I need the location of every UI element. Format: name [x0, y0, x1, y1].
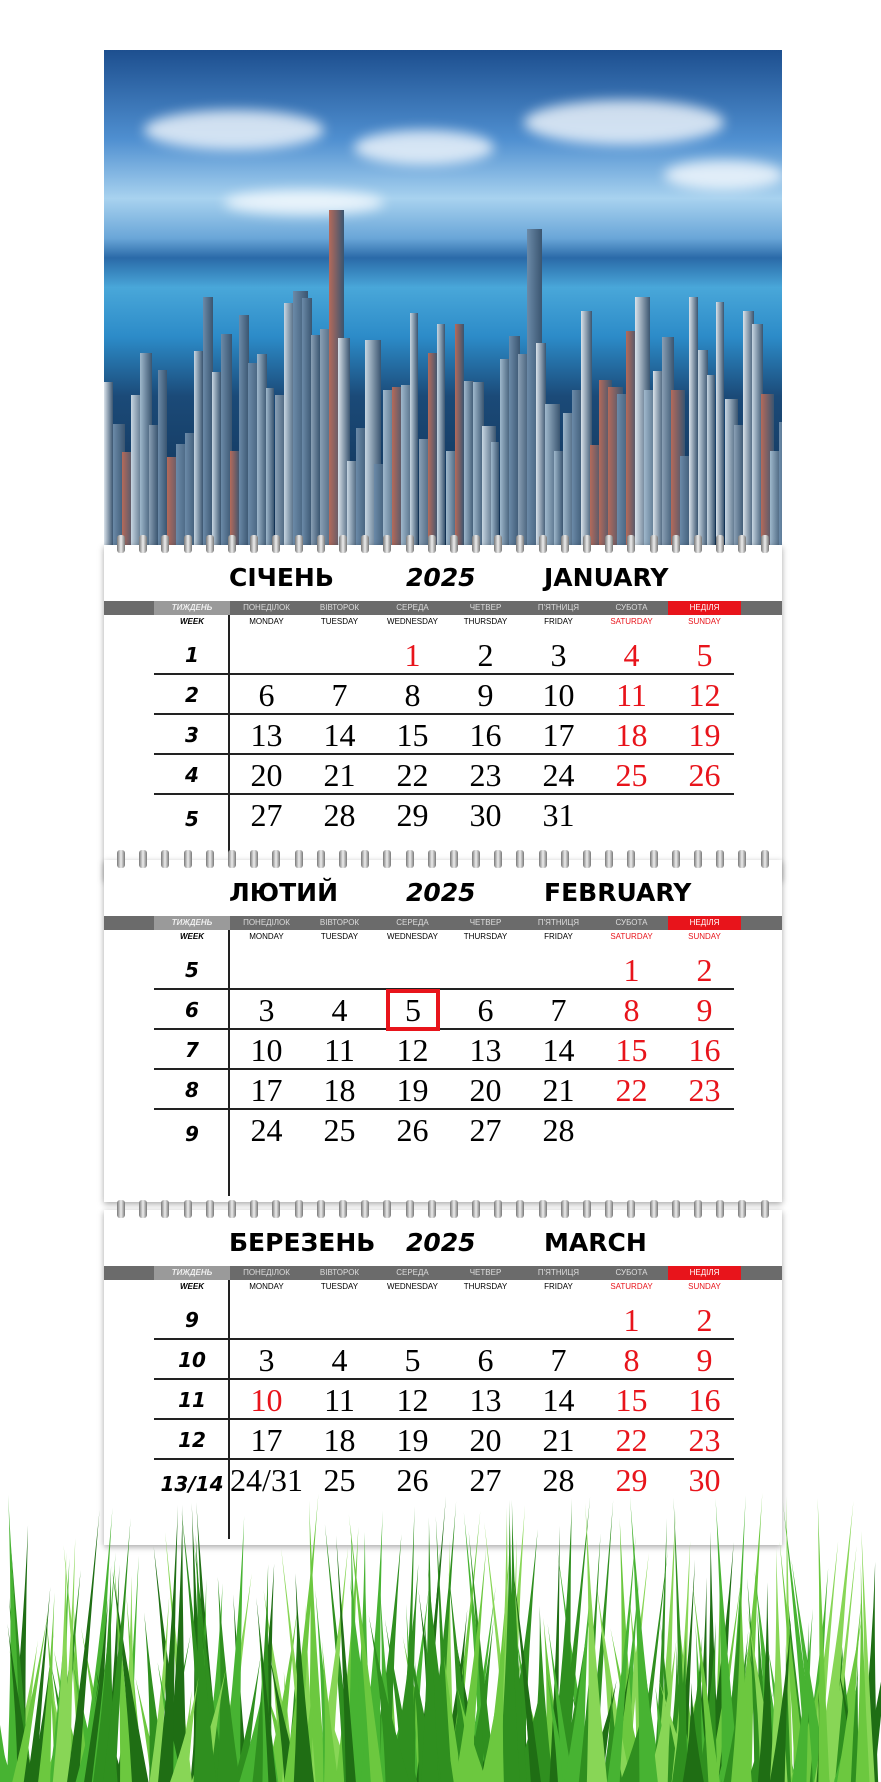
- day-cell[interactable]: 14: [542, 1032, 575, 1068]
- weekday-en: WEDNESDAY: [387, 932, 438, 941]
- weekday-en: TUESDAY: [320, 932, 359, 941]
- day-cell[interactable]: 17: [250, 1072, 283, 1108]
- weekday-en: SUNDAY: [688, 1282, 721, 1291]
- weekday-en: TUESDAY: [320, 617, 359, 626]
- day-cell[interactable]: 24: [250, 1112, 283, 1148]
- weekday-ua: П'ЯТНИЦЯ: [537, 603, 580, 612]
- weekday-ua: НЕДІЛЯ: [668, 601, 741, 615]
- day-cell[interactable]: 27: [250, 797, 283, 833]
- day-cell[interactable]: 11: [616, 677, 647, 713]
- day-cell[interactable]: 26: [396, 1462, 429, 1498]
- month-title-ua: БЕРЕЗЕНЬ: [229, 1228, 376, 1257]
- day-cell[interactable]: 16: [688, 1032, 721, 1068]
- cloud: [524, 100, 724, 145]
- week-row: [154, 1420, 734, 1460]
- building: [689, 297, 698, 545]
- cloud: [224, 190, 384, 215]
- building: [410, 313, 418, 545]
- day-cell[interactable]: 25: [323, 1462, 356, 1498]
- week-row: [154, 1300, 734, 1340]
- day-cell[interactable]: 1: [623, 952, 640, 988]
- week-row: [154, 635, 734, 675]
- weekday-ua: СЕРЕДА: [396, 918, 429, 927]
- building: [437, 324, 445, 545]
- week-header-ua: ТИЖДЕНЬ: [154, 601, 230, 615]
- day-cell[interactable]: 28: [542, 1112, 575, 1148]
- weekday-ua: ВІВТОРОК: [319, 1268, 360, 1277]
- day-cell[interactable]: 25: [615, 757, 648, 793]
- day-cell[interactable]: 19: [688, 717, 721, 753]
- day-cell[interactable]: 16: [469, 717, 502, 753]
- building: [779, 422, 782, 545]
- weekday-ua: ВІВТОРОК: [319, 918, 360, 927]
- day-cell[interactable]: 2: [477, 637, 494, 673]
- weekday-en: THURSDAY: [463, 932, 508, 941]
- day-cell[interactable]: 8: [623, 992, 640, 1028]
- weekday-ua: НЕДІЛЯ: [668, 1266, 741, 1280]
- spiral-binding: [104, 1200, 782, 1222]
- weekday-en: THURSDAY: [463, 1282, 508, 1291]
- week-number: 4: [185, 763, 199, 787]
- day-cell[interactable]: 6: [477, 1342, 494, 1378]
- week-row: [154, 950, 734, 990]
- day-cell[interactable]: 8: [623, 1342, 640, 1378]
- weekday-ua: СУБОТА: [615, 1268, 648, 1277]
- weekday-ua: ЧЕТВЕР: [469, 918, 502, 927]
- weekday-en: MONDAY: [249, 617, 284, 626]
- week-number: 9: [185, 1122, 199, 1146]
- day-cell[interactable]: 1: [404, 637, 421, 673]
- day-cell[interactable]: 7: [550, 1342, 567, 1378]
- day-cell[interactable]: 2: [696, 952, 713, 988]
- weekday-en: FRIDAY: [544, 617, 573, 626]
- week-row: [154, 755, 734, 795]
- day-cell[interactable]: 6: [258, 677, 275, 713]
- day-cell[interactable]: 13: [469, 1382, 502, 1418]
- day-cell[interactable]: 28: [542, 1462, 575, 1498]
- week-row: [154, 715, 734, 755]
- day-cell[interactable]: 10: [250, 1382, 283, 1418]
- day-cell[interactable]: 4: [331, 1342, 348, 1378]
- day-cell[interactable]: 27: [469, 1462, 502, 1498]
- day-cell[interactable]: 13: [469, 1032, 502, 1068]
- day-cell[interactable]: 12: [396, 1032, 429, 1068]
- weekday-en: SATURDAY: [610, 617, 653, 626]
- week-number: 6: [185, 998, 199, 1022]
- cloud: [664, 160, 782, 190]
- day-cell[interactable]: 4: [331, 992, 348, 1028]
- weekday-ua: ЧЕТВЕР: [469, 1268, 502, 1277]
- week-number: 10: [178, 1348, 206, 1372]
- day-cell[interactable]: 5: [388, 991, 438, 1029]
- day-cell[interactable]: 12: [688, 677, 721, 713]
- week-number: 9: [185, 1308, 199, 1332]
- week-number: 5: [185, 958, 199, 982]
- week-number: 8: [185, 1078, 199, 1102]
- week-row: [154, 1070, 734, 1110]
- week-row: [154, 1030, 734, 1070]
- week-header-en: WEEK: [180, 1282, 204, 1291]
- weekday-en: WEDNESDAY: [387, 1282, 438, 1291]
- day-cell[interactable]: 6: [477, 992, 494, 1028]
- week-number: 7: [185, 1038, 199, 1062]
- week-number: 13/14: [160, 1472, 224, 1496]
- day-cell[interactable]: 3: [258, 992, 275, 1028]
- spiral-binding: [104, 535, 782, 557]
- building: [455, 324, 464, 545]
- day-cell[interactable]: 24: [542, 757, 575, 793]
- weekday-ua: П'ЯТНИЦЯ: [537, 1268, 580, 1277]
- weekday-en: SUNDAY: [688, 617, 721, 626]
- day-cell[interactable]: 23: [688, 1072, 721, 1108]
- day-cell[interactable]: 2: [696, 1302, 713, 1338]
- day-cell[interactable]: 10: [542, 677, 575, 713]
- week-number: 11: [178, 1388, 206, 1412]
- week-header-ua: ТИЖДЕНЬ: [154, 916, 230, 930]
- city-skyline-photo: [104, 50, 782, 545]
- day-cell[interactable]: 21: [323, 757, 356, 793]
- weekday-ua: НЕДІЛЯ: [668, 916, 741, 930]
- day-cell[interactable]: 29: [396, 797, 429, 833]
- week-row: [154, 795, 734, 843]
- day-cell[interactable]: 29: [615, 1462, 648, 1498]
- day-cell[interactable]: 24/31: [230, 1462, 303, 1498]
- day-cell[interactable]: 17: [542, 717, 575, 753]
- day-cell[interactable]: 22: [396, 757, 429, 793]
- day-cell[interactable]: 9: [696, 1342, 713, 1378]
- day-cell[interactable]: 22: [615, 1072, 648, 1108]
- day-cell[interactable]: 5: [696, 637, 713, 673]
- week-header-en: WEEK: [180, 932, 204, 941]
- day-cell[interactable]: 5: [404, 1342, 421, 1378]
- day-cell[interactable]: 20: [250, 757, 283, 793]
- week-number: 12: [178, 1428, 206, 1452]
- year-label: 2025: [406, 1228, 476, 1257]
- cloud: [354, 130, 494, 165]
- weekday-en: WEDNESDAY: [387, 617, 438, 626]
- weekday-en: MONDAY: [249, 932, 284, 941]
- day-cell[interactable]: 9: [477, 677, 494, 713]
- day-cell[interactable]: 18: [615, 717, 648, 753]
- day-cell[interactable]: 18: [323, 1072, 356, 1108]
- weekday-ua: ПОНЕДІЛОК: [243, 603, 290, 612]
- month-panel-january: [104, 545, 782, 880]
- day-cell[interactable]: 27: [469, 1112, 502, 1148]
- week-header-en: WEEK: [180, 617, 204, 626]
- week-number: 3: [185, 723, 199, 747]
- day-cell[interactable]: 30: [469, 797, 502, 833]
- year-label: 2025: [406, 563, 476, 592]
- day-cell[interactable]: 31: [542, 797, 575, 833]
- week-row: [154, 1380, 734, 1420]
- day-cell[interactable]: 11: [324, 1382, 355, 1418]
- building: [149, 425, 158, 545]
- month-title-en: FEBRUARY: [544, 878, 692, 907]
- day-cell[interactable]: 7: [331, 677, 348, 713]
- weekday-en: MONDAY: [249, 1282, 284, 1291]
- day-cell[interactable]: 16: [688, 1382, 721, 1418]
- weekday-en: FRIDAY: [544, 1282, 573, 1291]
- day-cell[interactable]: 28: [323, 797, 356, 833]
- weekday-ua: ПОНЕДІЛОК: [243, 918, 290, 927]
- month-panel-february: [104, 860, 782, 1202]
- day-cell[interactable]: 14: [323, 717, 356, 753]
- day-cell[interactable]: 26: [396, 1112, 429, 1148]
- grass-decoration: [0, 1480, 881, 1782]
- week-number: 1: [185, 643, 199, 667]
- month-title-en: MARCH: [544, 1228, 647, 1257]
- day-cell[interactable]: 26: [688, 757, 721, 793]
- day-cell[interactable]: 14: [542, 1382, 575, 1418]
- week-row: [154, 1110, 734, 1158]
- week-row: [154, 1340, 734, 1380]
- day-cell[interactable]: 15: [615, 1382, 648, 1418]
- weekday-en: FRIDAY: [544, 932, 573, 941]
- week-number: 2: [185, 683, 199, 707]
- day-cell[interactable]: 23: [469, 757, 502, 793]
- cloud: [144, 110, 324, 150]
- week-row: [154, 990, 734, 1030]
- day-cell[interactable]: 13: [250, 717, 283, 753]
- day-cell[interactable]: 18: [323, 1422, 356, 1458]
- weekday-en: TUESDAY: [320, 1282, 359, 1291]
- building: [194, 351, 203, 545]
- month-title-en: JANUARY: [544, 563, 669, 592]
- building: [707, 375, 715, 545]
- building: [491, 442, 499, 545]
- weekday-en: SUNDAY: [688, 932, 721, 941]
- building: [104, 382, 113, 545]
- day-cell[interactable]: 19: [396, 1072, 429, 1108]
- day-cell[interactable]: 3: [258, 1342, 275, 1378]
- day-cell[interactable]: 17: [250, 1422, 283, 1458]
- building: [158, 370, 167, 545]
- day-cell[interactable]: 30: [688, 1462, 721, 1498]
- week-number: 5: [185, 807, 199, 831]
- weekday-ua: П'ЯТНИЦЯ: [537, 918, 580, 927]
- weekday-en: THURSDAY: [463, 617, 508, 626]
- day-cell[interactable]: 7: [550, 992, 567, 1028]
- weekday-ua: ПОНЕДІЛОК: [243, 1268, 290, 1277]
- weekday-ua: СУБОТА: [615, 603, 648, 612]
- day-cell[interactable]: 12: [396, 1382, 429, 1418]
- week-header-ua: ТИЖДЕНЬ: [154, 1266, 230, 1280]
- day-cell[interactable]: 9: [696, 992, 713, 1028]
- day-cell[interactable]: 3: [550, 637, 567, 673]
- building: [311, 335, 320, 545]
- weekday-ua: ВІВТОРОК: [319, 603, 360, 612]
- building: [716, 302, 724, 545]
- day-cell[interactable]: 20: [469, 1422, 502, 1458]
- year-label: 2025: [406, 878, 476, 907]
- day-cell[interactable]: 21: [542, 1072, 575, 1108]
- day-cell[interactable]: 21: [542, 1422, 575, 1458]
- day-cell[interactable]: 20: [469, 1072, 502, 1108]
- month-title-ua: СІЧЕНЬ: [229, 563, 334, 592]
- day-cell[interactable]: 4: [623, 637, 640, 673]
- weekday-ua: ЧЕТВЕР: [469, 603, 502, 612]
- day-cell[interactable]: 19: [396, 1422, 429, 1458]
- weekday-en: SATURDAY: [610, 1282, 653, 1291]
- day-cell[interactable]: 10: [250, 1032, 283, 1068]
- day-cell[interactable]: 8: [404, 677, 421, 713]
- building: [212, 372, 221, 545]
- day-cell[interactable]: 11: [324, 1032, 355, 1068]
- building: [266, 388, 274, 545]
- day-cell[interactable]: 25: [323, 1112, 356, 1148]
- weekday-ua: СЕРЕДА: [396, 603, 429, 612]
- day-cell[interactable]: 22: [615, 1422, 648, 1458]
- day-cell[interactable]: 15: [396, 717, 429, 753]
- weekday-en: SATURDAY: [610, 932, 653, 941]
- weekday-ua: СЕРЕДА: [396, 1268, 429, 1277]
- spiral-binding: [104, 850, 782, 872]
- week-row: [154, 675, 734, 715]
- day-cell[interactable]: 23: [688, 1422, 721, 1458]
- weekday-ua: СУБОТА: [615, 918, 648, 927]
- day-cell[interactable]: 15: [615, 1032, 648, 1068]
- month-title-ua: ЛЮТИЙ: [229, 878, 339, 907]
- day-cell[interactable]: 1: [623, 1302, 640, 1338]
